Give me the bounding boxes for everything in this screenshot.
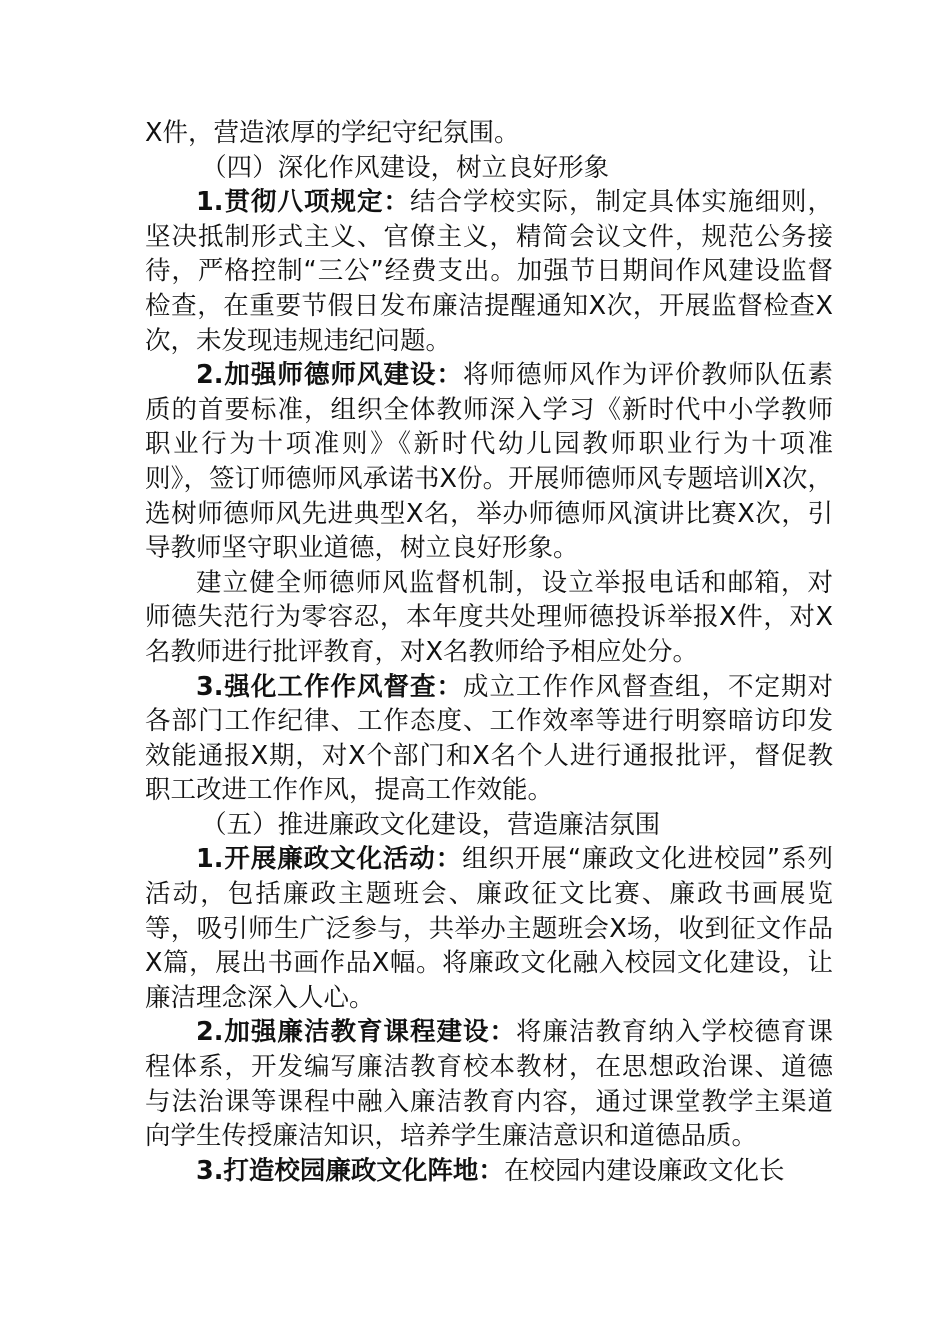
section-heading-5 — [145, 808, 833, 843]
paragraph-lead: 1.开展廉政文化活动： — [196, 844, 463, 875]
paragraph-education-courses — [145, 1015, 833, 1153]
paragraph-work-style-inspection — [145, 670, 833, 808]
paragraph-culture-base — [145, 1154, 833, 1189]
paragraph-eight-rules — [145, 185, 833, 358]
paragraph-continuation — [145, 116, 833, 151]
document-page — [145, 116, 833, 1188]
section-heading-4 — [145, 151, 833, 186]
paragraph-text: 组织开展“廉政文化进校园”系列活动，包括廉政主题班会、廉政征文比赛、廉政书画展览等，吸引师生广泛参与，共举办主题班会X场，收到征文作品X篇，展出书画作品X幅。将廉政文化融入校园文化建设，让廉洁理念深入人心。 — [145, 844, 833, 1013]
paragraph-lead: 2.加强廉洁教育课程建设： — [196, 1017, 516, 1048]
paragraph-lead: 1.贯彻八项规定： — [196, 187, 410, 218]
paragraph-text: 建立健全师德师风监督机制，设立举报电话和邮箱，对师德失范行为零容忍，本年度共处理师德投诉举报X件，对X名教师进行批评教育，对X名教师给予相应处分。 — [145, 567, 833, 667]
paragraph-lead: 2.加强师德师风建设： — [196, 360, 463, 391]
paragraph-ethics-supervision — [145, 566, 833, 670]
paragraph-text: 成立工作作风督查组，不定期对各部门工作纪律、工作态度、工作效率等进行明察暗访印发效能通报X期，对X个部门和X名个人进行通报批评，督促教职工改进工作作风，提高工作效能。 — [145, 671, 833, 806]
paragraph-text: 在校园内建设廉政文化长 — [503, 1155, 785, 1186]
paragraph-teacher-ethics — [145, 358, 833, 566]
section-heading-text: （四）深化作风建设，树立良好形象 — [201, 152, 610, 183]
paragraph-text: X件，营造浓厚的学纪守纪氛围。 — [145, 118, 520, 148]
paragraph-text: 结合学校实际，制定具体实施细则，坚决抵制形式主义、官僚主义，精简会议文件，规范公务接待，严格控制“三公”经费支出。加强节日期间作风建设监督检查，在重要节假日发布廉洁提醒通知X次，开展监督检查X次，未发现违规违纪问题。 — [145, 187, 833, 356]
paragraph-text: 将廉洁教育纳入学校德育课程体系，开发编写廉洁教育校本教材，在思想政治课、道德与法治课等课程中融入廉洁教育内容，通过课堂教学主渠道向学生传授廉洁知识，培养学生廉洁意识和道德品质。 — [145, 1017, 833, 1152]
paragraph-lead: 3.强化工作作风督查： — [196, 671, 463, 702]
paragraph-culture-activities — [145, 842, 833, 1015]
section-heading-text: （五）推进廉政文化建设，营造廉洁氛围 — [201, 809, 661, 840]
paragraph-text: 将师德师风作为评价教师队伍素质的首要标准，组织全体教师深入学习《新时代中小学教师职业行为十项准则》《新时代幼儿园教师职业行为十项准则》，签订师德师风承诺书X份。开展师德师风专题培训X次，选树师德师风先进典型X名，举办师德师风演讲比赛X次，引导教师坚守职业道德，树立良好形象。 — [145, 360, 833, 564]
paragraph-lead: 3.打造校园廉政文化阵地： — [196, 1155, 504, 1186]
